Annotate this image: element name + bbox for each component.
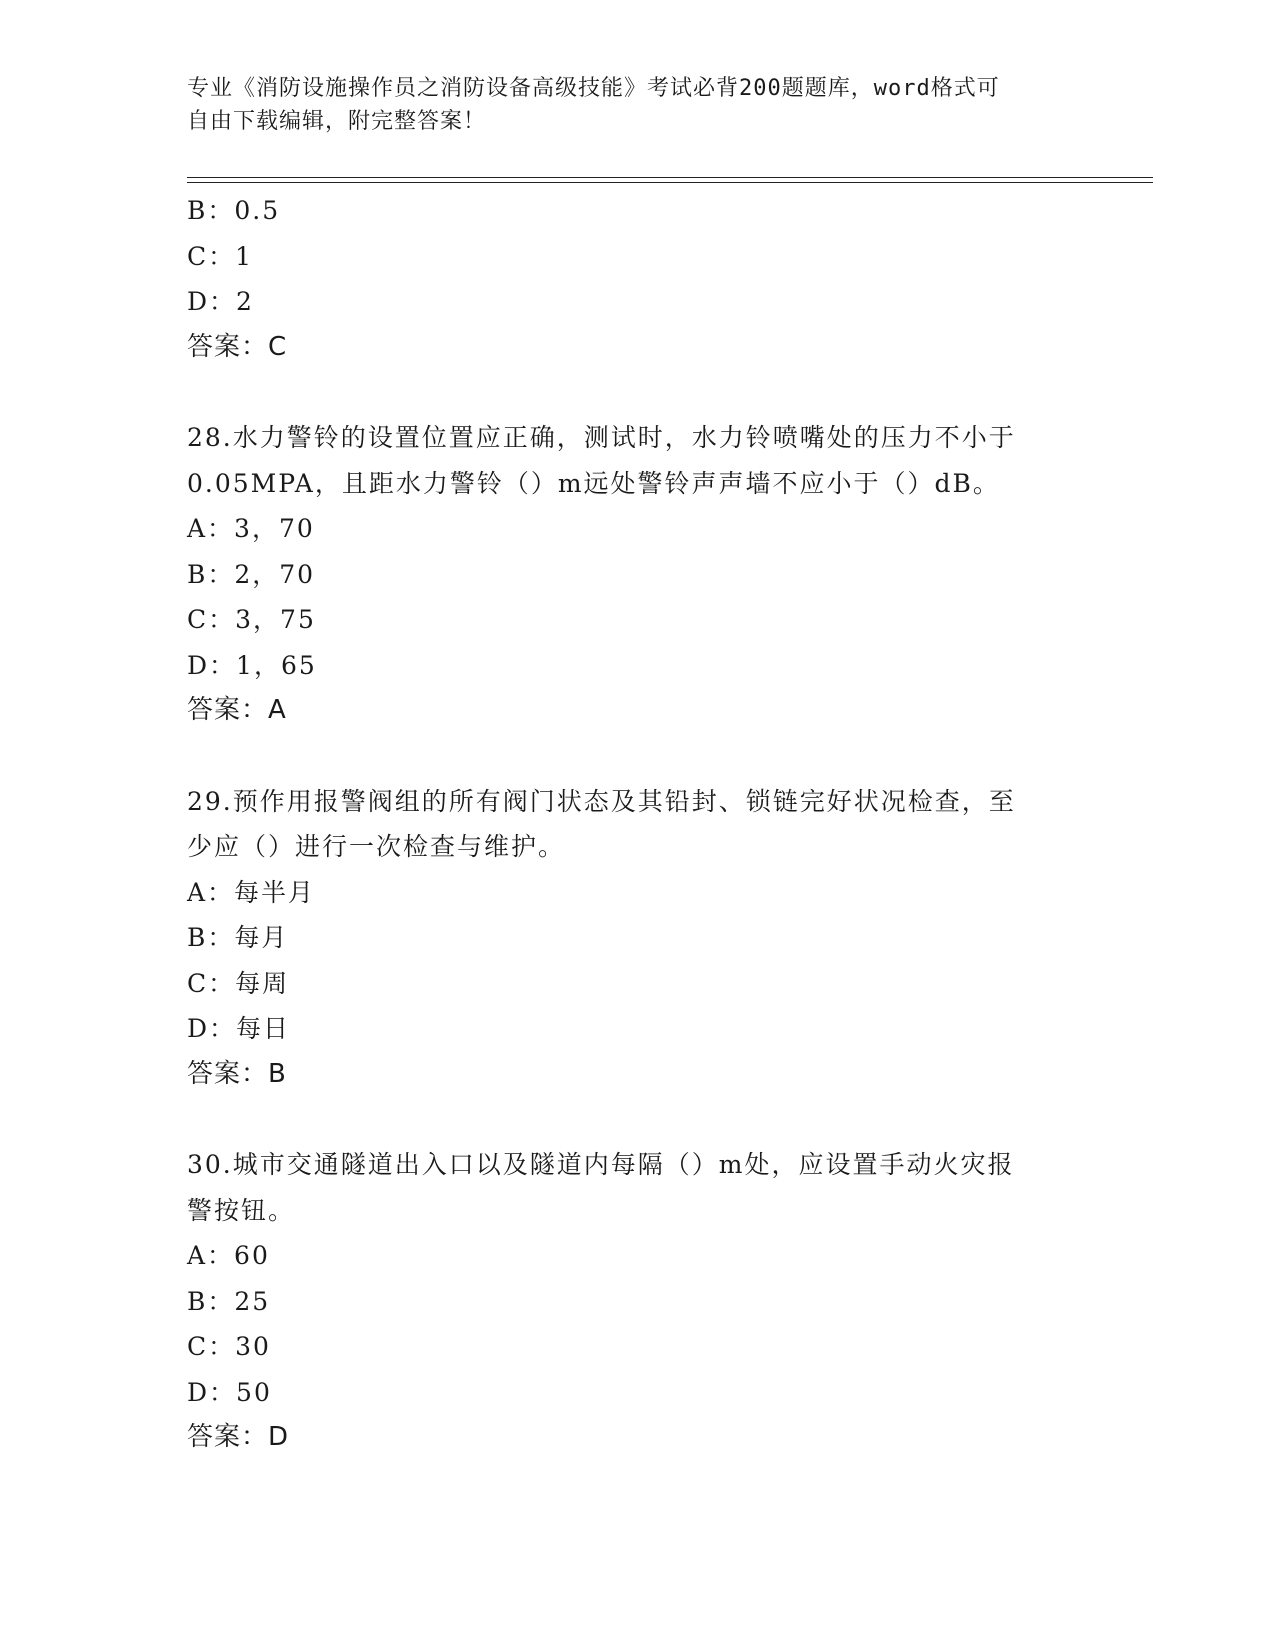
header-line-2: 自由下载编辑，附完整答案！ bbox=[187, 109, 487, 134]
spacer bbox=[187, 734, 1087, 779]
question-text-line-2: 少应（）进行一次检查与维护。 bbox=[187, 832, 566, 861]
question-text-line-1: 29.预作用报警阀组的所有阀门状态及其铅封、锁链完好状况检查，至 bbox=[187, 786, 1016, 816]
previous-question-tail bbox=[187, 188, 1087, 370]
option-b: B：0.5 bbox=[187, 196, 281, 225]
answer-line: 答案：D bbox=[187, 1422, 290, 1452]
option-a: A：60 bbox=[187, 1241, 270, 1270]
question-30 bbox=[187, 1142, 1087, 1461]
question-28 bbox=[187, 415, 1087, 734]
option-c: C：1 bbox=[187, 241, 254, 271]
option-d: D：50 bbox=[187, 1377, 272, 1407]
question-text-line-2: 警按钮。 bbox=[187, 1195, 296, 1225]
question-29 bbox=[187, 779, 1087, 1098]
header-line-1: 专业《消防设施操作员之消防设备高级技能》考试必背200题题库，word格式可 bbox=[187, 76, 1000, 101]
option-c: C：3，75 bbox=[187, 605, 316, 634]
option-b: B：2，70 bbox=[187, 559, 316, 589]
option-a: A：每半月 bbox=[187, 877, 316, 907]
option-c: C：30 bbox=[187, 1332, 271, 1361]
header-divider-top bbox=[187, 177, 1153, 178]
option-d: D：每日 bbox=[187, 1014, 291, 1043]
option-b: B：25 bbox=[187, 1286, 271, 1316]
option-d: D：2 bbox=[187, 287, 254, 316]
question-text-line-2: 0.05MPA，且距水力警铃（）m远处警铃声声墙不应小于（）dB。 bbox=[187, 468, 1000, 498]
option-b: B：每月 bbox=[187, 923, 289, 952]
document-header bbox=[187, 72, 1067, 138]
header-divider-bottom bbox=[187, 182, 1153, 183]
question-list bbox=[187, 188, 1087, 1461]
answer-line: 答案：A bbox=[187, 695, 287, 725]
answer-line: 答案：C bbox=[187, 331, 288, 362]
option-a: A：3，70 bbox=[187, 514, 315, 543]
option-d: D：1，65 bbox=[187, 650, 317, 680]
spacer bbox=[187, 370, 1087, 415]
question-text-line-1: 28.水力警铃的设置位置应正确，测试时，水力铃喷嘴处的压力不小于 bbox=[187, 423, 1016, 452]
option-c: C：每周 bbox=[187, 968, 290, 998]
question-text-line-1: 30.城市交通隧道出入口以及隧道内每隔（）m处，应设置手动火灾报 bbox=[187, 1150, 1015, 1179]
answer-line: 答案：B bbox=[187, 1058, 287, 1089]
spacer bbox=[187, 1097, 1087, 1142]
